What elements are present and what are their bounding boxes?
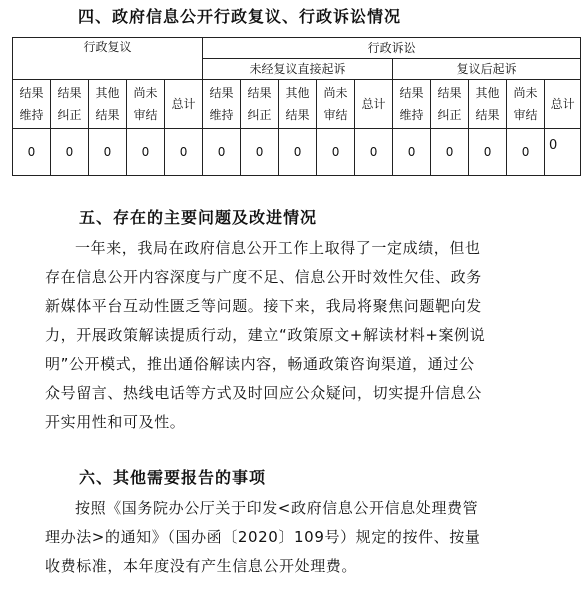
column-header-text: 审结 bbox=[323, 108, 348, 122]
direct-suit-header: 未经复议直接起诉 bbox=[203, 59, 393, 80]
section-5-heading: 五、存在的主要问题及改进情况 bbox=[79, 208, 318, 227]
section-6-heading: 六、其他需要报告的事项 bbox=[79, 468, 267, 487]
section-5-paragraph bbox=[45, 234, 565, 437]
column-header-text: 结果 bbox=[399, 86, 424, 100]
column-header-text: 总计 bbox=[550, 97, 575, 111]
table-cell-value: 0 bbox=[165, 129, 203, 176]
paragraph-line: 按照《国务院办公厅关于印发<政府信息公开信息处理费管 bbox=[75, 499, 479, 517]
column-header-text: 尚未 bbox=[323, 86, 348, 100]
table-cell-value: 0 bbox=[279, 129, 317, 176]
column-header-text: 纠正 bbox=[247, 108, 272, 122]
table-cell-value: 0 bbox=[545, 129, 581, 176]
column-header-text: 审结 bbox=[133, 108, 158, 122]
paragraph-line: 众号留言、热线电话等方式及时回应公众疑问，切实提升信息公 bbox=[45, 384, 482, 402]
after-review-header: 复议后起诉 bbox=[393, 59, 581, 80]
column-header bbox=[545, 80, 581, 129]
table-cell-value: 0 bbox=[469, 129, 507, 176]
section-6-paragraph bbox=[45, 494, 565, 581]
column-header bbox=[355, 80, 393, 129]
column-header-text: 结果 bbox=[57, 86, 82, 100]
table-cell-value: 0 bbox=[507, 129, 545, 176]
review-litigation-table bbox=[12, 37, 581, 176]
column-header-text: 维持 bbox=[399, 108, 424, 122]
column-header-text: 总计 bbox=[171, 97, 196, 111]
table-cell-value: 0 bbox=[13, 129, 51, 176]
paragraph-line: 明”公开模式，推出通俗解读内容，畅通政策咨询渠道，通过公 bbox=[45, 355, 475, 373]
table-cell-value: 0 bbox=[89, 129, 127, 176]
table-cell-value: 0 bbox=[127, 129, 165, 176]
column-header-text: 维持 bbox=[19, 108, 44, 122]
column-header bbox=[317, 80, 355, 129]
column-header-text: 其他 bbox=[285, 86, 310, 100]
column-header bbox=[127, 80, 165, 129]
column-header-text: 审结 bbox=[513, 108, 538, 122]
column-header-text: 结果 bbox=[209, 86, 234, 100]
paragraph-line: 新媒体平台互动性匮乏等问题。接下来，我局将聚焦问题靶向发 bbox=[45, 297, 482, 315]
column-header-text: 尚未 bbox=[513, 86, 538, 100]
column-header-text: 维持 bbox=[209, 108, 234, 122]
table-cell-value: 0 bbox=[203, 129, 241, 176]
table-cell-value: 0 bbox=[241, 129, 279, 176]
column-header-text: 其他 bbox=[475, 86, 500, 100]
column-header-text: 纠正 bbox=[437, 108, 462, 122]
table-cell-value: 0 bbox=[317, 129, 355, 176]
column-header-text: 结果 bbox=[475, 108, 500, 122]
paragraph-line: 理办法>的通知》（国办函〔2020〕109号）规定的按件、按量 bbox=[45, 528, 481, 546]
column-header bbox=[469, 80, 507, 129]
column-header-text: 尚未 bbox=[133, 86, 158, 100]
column-header-text: 结果 bbox=[95, 108, 120, 122]
column-header-text: 其他 bbox=[95, 86, 120, 100]
admin-litigation-header: 行政诉讼 bbox=[203, 38, 581, 59]
table-cell-value: 0 bbox=[51, 129, 89, 176]
column-header bbox=[279, 80, 317, 129]
table-cell-value: 0 bbox=[355, 129, 393, 176]
table-cell-value: 0 bbox=[431, 129, 469, 176]
column-header bbox=[203, 80, 241, 129]
column-header-text: 总计 bbox=[361, 97, 386, 111]
paragraph-line: 存在信息公开内容深度与广度不足、信息公开时效性欠佳、政务 bbox=[45, 268, 482, 286]
column-header-text: 结果 bbox=[285, 108, 310, 122]
column-header bbox=[241, 80, 279, 129]
paragraph-line: 力，开展政策解读提质行动，建立“政策原文+解读材料+案例说 bbox=[45, 326, 486, 344]
column-header-text: 纠正 bbox=[57, 108, 82, 122]
column-header bbox=[507, 80, 545, 129]
column-header bbox=[89, 80, 127, 129]
column-header-text: 结果 bbox=[437, 86, 462, 100]
section-4-heading: 四、政府信息公开行政复议、行政诉讼情况 bbox=[78, 7, 402, 26]
admin-review-header: 行政复议 bbox=[13, 38, 203, 80]
column-header bbox=[431, 80, 469, 129]
column-header bbox=[13, 80, 51, 129]
paragraph-line: 一年来，我局在政府信息公开工作上取得了一定成绩，但也 bbox=[75, 239, 481, 257]
column-header bbox=[165, 80, 203, 129]
paragraph-line: 开实用性和可及性。 bbox=[45, 413, 186, 431]
table-cell-value: 0 bbox=[393, 129, 431, 176]
column-header bbox=[51, 80, 89, 129]
column-header-text: 结果 bbox=[247, 86, 272, 100]
column-header-text: 结果 bbox=[19, 86, 44, 100]
paragraph-line: 收费标准，本年度没有产生信息公开处理费。 bbox=[45, 557, 358, 575]
column-header bbox=[393, 80, 431, 129]
